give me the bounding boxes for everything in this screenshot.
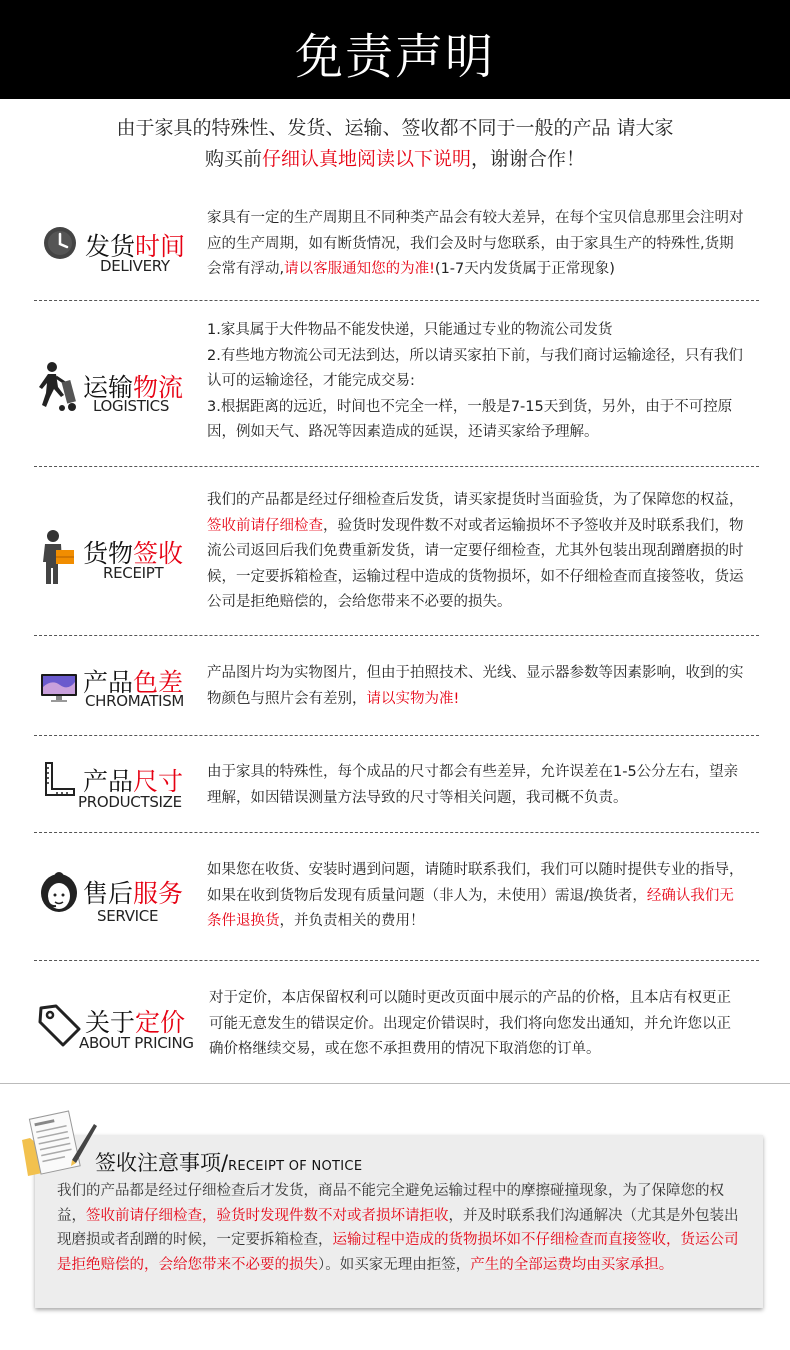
clock-icon	[43, 226, 77, 260]
headset-agent-icon	[40, 871, 78, 913]
notice-body: 我们的产品都是经过仔细检查后才发货，商品不能完全避免运输过程中的摩擦碰撞现象，为了保障您的权益，签收前请仔细检查，验货时发现件数不对或者损坏请拒收，并及时联系我们沟通解决（尤其是外包装出现磨损或者刮蹭的时候，一定要拆箱检查，运输过程中造成的货物损坏如不仔细检查而直接签收，货运公司是拒绝赔偿的，会给您带来不必要的损失）。如买家无理由拒签，产生的全部运费均由买家承担。	[57, 1183, 739, 1273]
header-banner	[0, 0, 790, 99]
price-tag-icon	[38, 1004, 82, 1048]
intro-line-1: 由于家具的特殊性、发货、运输、签收都不同于一般的产品 请大家	[116, 117, 674, 139]
section-title-chromatism: 产品色差	[83, 668, 184, 697]
section-en-service: SERVICE	[97, 907, 159, 925]
intro-highlight: 仔细认真地阅读以下说明	[261, 148, 471, 170]
ruler-icon	[43, 762, 75, 796]
footer-divider	[0, 1083, 790, 1084]
notice-box	[35, 1135, 763, 1308]
section-en-receipt: RECEIPT	[103, 564, 164, 582]
section-title-size: 产品尺寸	[83, 767, 184, 796]
divider	[34, 735, 759, 736]
section-title-receipt: 货物签收	[83, 539, 184, 568]
hand-truck-icon	[38, 361, 80, 413]
section-title-logistics: 运输物流	[83, 373, 184, 402]
notice-title: 签收注意事项/RECEIPT OF NOTICE	[95, 1151, 363, 1175]
section-body-service: 如果您在收货、安装时遇到问题，请随时联系我们，我们可以随时提供专业的指导，如果在收到货物后发现有质量问题（非人为，未使用）需退/换货者，经确认我们无条件退换货，并负责相关的费用！	[207, 862, 744, 929]
section-body-pricing: 对于定价，本店保留权利可以随时更改页面中展示的产品的价格，且本店有权更正可能无意发生的错误定价。出现定价错误时，我们将向您发出通知，并允许您以正确价格继续交易，或在您不承担费用的情况下取消您的订单。	[209, 990, 731, 1057]
section-body-size: 由于家具的特殊性，每个成品的尺寸都会有些差异，允许误差在1-5公分左右，望亲理解，如因错误测量方法导致的尺寸等相关问题，我司概不负责。	[207, 764, 739, 806]
divider	[34, 466, 759, 467]
section-en-size: PRODUCTSIZE	[78, 793, 182, 811]
section-body-logistics: 1.家具属于大件物品不能发快递，只能通过专业的物流公司发货 2.有些地方物流公司无法到达，所以请买家拍下前，与我们商讨运输途径，只有我们认可的运输途径，才能完成交易: 3.根据距离的远近，时间也不完全一样，一般是7-15天到货，另外，由于不可控原因，例如天气、路况等因素造成的延误，还请买家给予理解。	[207, 322, 743, 440]
section-en-logistics: LOGISTICS	[93, 397, 170, 415]
divider	[34, 635, 759, 636]
intro-line-2: 购买前仔细认真地阅读以下说明，谢谢合作！	[204, 148, 586, 170]
section-en-pricing: ABOUT PRICING	[79, 1034, 194, 1052]
document-pen-icon	[18, 1108, 98, 1182]
divider	[34, 832, 759, 833]
section-en-chromatism: CHROMATISM	[85, 692, 185, 710]
section-title-delivery: 发货时间	[85, 232, 186, 261]
section-body-delivery: 家具有一定的生产周期且不同种类产品会有较大差异，在每个宝贝信息那里会注明对应的生产周期，如有断货情况，我们会及时与您联系，由于家具生产的特殊性,货期会常有浮动,请以客服通知您的为准!(1-7天内发货属于正常现象)	[207, 210, 744, 277]
section-title-pricing: 关于定价	[85, 1008, 186, 1037]
section-title-service: 售后服务	[83, 879, 184, 908]
section-body-receipt: 我们的产品都是经过仔细检查后发货，请买家提货时当面验货，为了保障您的权益，签收前请仔细检查，验货时发现件数不对或者运输损坏不予签收并及时联系我们，物流公司返回后我们免费重新发货，请一定要仔细检查，尤其外包装出现刮蹭磨损的时候，一定要拆箱检查，运输过程中造成的货物损坏，如不仔细检查而直接签收，货运公司是拒绝赔偿的，会给您带来不必要的损失。	[207, 492, 744, 610]
monitor-icon	[40, 673, 78, 703]
divider	[34, 300, 759, 301]
divider	[34, 960, 759, 961]
page-title: 免责声明	[294, 29, 495, 85]
section-en-delivery: DELIVERY	[100, 257, 170, 275]
section-body-chromatism: 产品图片均为实物图片，但由于拍照技术、光线、显示器参数等因素影响，收到的实物颜色与照片会有差别，请以实物为准!	[207, 665, 744, 707]
courier-icon	[40, 530, 76, 584]
